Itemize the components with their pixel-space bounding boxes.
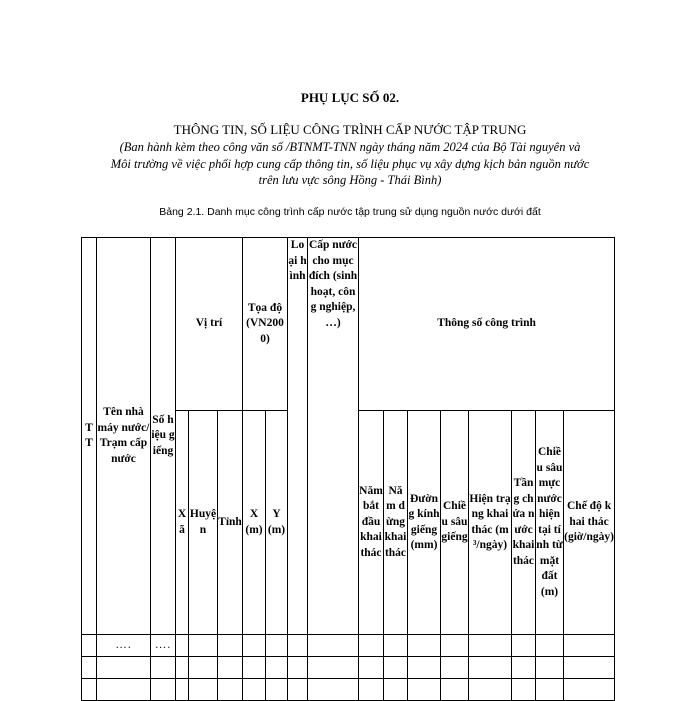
header-aquifer: Tầng chứa nước khai thác: [512, 411, 536, 635]
table-caption: Bảng 2.1. Danh mục công trình cấp nước tập trung sử dụng nguồn nước dưới đất: [159, 206, 541, 218]
header-station-name: Tên nhà máy nước/Trạm cấp nước: [97, 238, 151, 635]
header-regime: Chế độ khai thác (giờ/ngày): [564, 411, 615, 635]
table-container: [81, 237, 614, 701]
table-row: [82, 679, 615, 701]
header-current-status: Hiện trạng khai thác (m³/ngày): [469, 411, 512, 635]
header-x: X (m): [243, 411, 266, 635]
header-y: Y (m): [266, 411, 288, 635]
document-subtitle: (Ban hành kèm theo công văn số /BTNMT-TNN ngày tháng năm 2024 của Bộ Tài nguyên và Môi trường về việc phối hợp cung cấp thông tin, số liệu phục vụ xây dựng kịch bản nguồn nước trên lưu vực sông Hồng - Thái Bình): [110, 140, 590, 187]
header-coordinates: Tọa độ (VN2000): [243, 238, 288, 411]
row-name-cell: ….: [97, 635, 151, 657]
header-tt: TT: [82, 238, 97, 635]
row-well-cell: ….: [151, 635, 176, 657]
header-type: Loại hình: [288, 238, 308, 635]
header-district: Huyện: [189, 411, 218, 635]
document-title: THÔNG TIN, SỐ LIỆU CÔNG TRÌNH CẤP NƯỚC TẬP TRUNG: [173, 122, 527, 137]
header-stop-year: Năm dừng khai thác: [384, 411, 408, 635]
water-supply-table: [81, 237, 615, 701]
header-purpose: Cấp nước cho mục đích (sinh hoạt, công nghiệp, …): [308, 238, 359, 635]
header-diameter: Đường kính giếng (mm): [408, 411, 441, 635]
appendix-title: PHỤ LỤC SỐ 02.: [300, 90, 400, 105]
table-row: [82, 657, 615, 679]
header-commune: Xã: [176, 411, 189, 635]
header-start-year: Năm bắt đầu khai thác: [359, 411, 384, 635]
table-row: [82, 635, 615, 657]
header-province: Tỉnh: [218, 411, 243, 635]
header-specs: Thông số công trình: [359, 238, 615, 411]
header-location: Vị trí: [176, 238, 243, 411]
header-depth: Chiều sâu giếng: [441, 411, 469, 635]
header-well-number: Số hiệu giếng: [151, 238, 176, 635]
header-water-level: Chiều sâu mực nước hiện tại tính từ mặt đất (m): [536, 411, 564, 635]
